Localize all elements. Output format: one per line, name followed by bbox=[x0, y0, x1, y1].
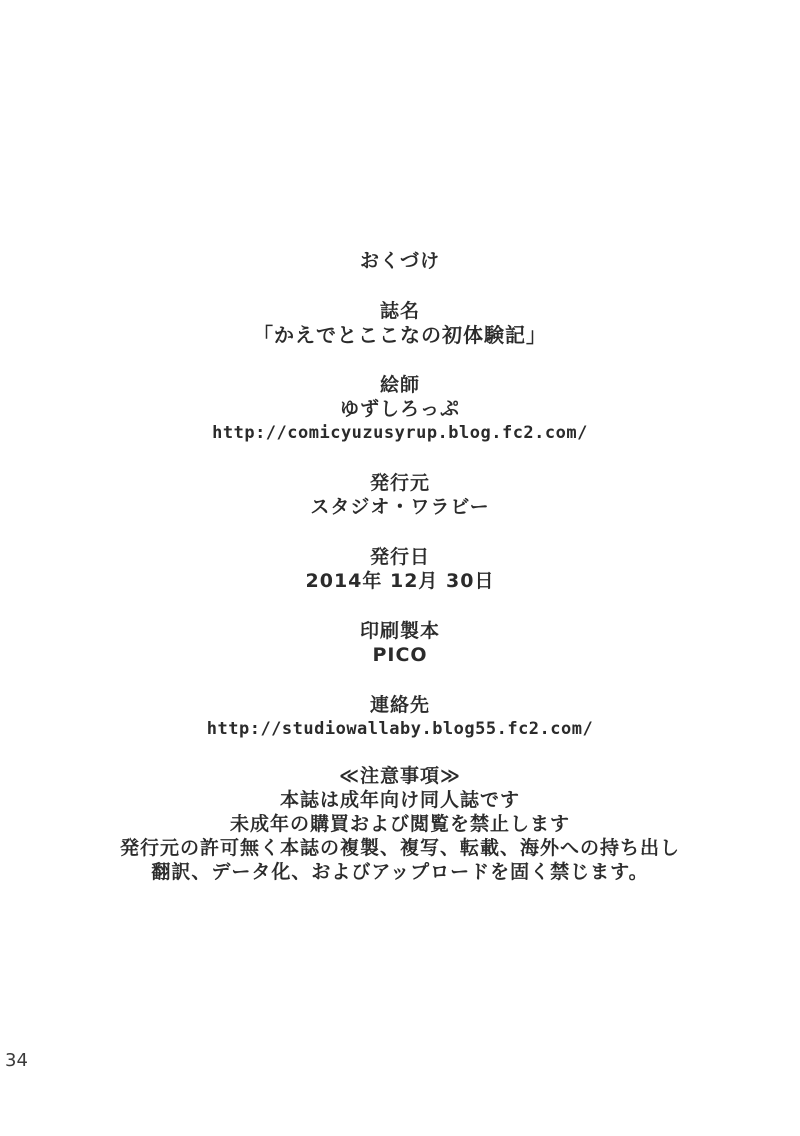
artist-url: http://comicyuzusyrup.blog.fc2.com/ bbox=[212, 423, 588, 443]
section-label-shimei: 誌名 bbox=[379, 300, 420, 322]
page-number: 34 bbox=[5, 1050, 28, 1071]
section-label-renraku: 連絡先 bbox=[369, 694, 430, 716]
section-book-title bbox=[0, 299, 800, 347]
notice-line-4: 翻訳、データ化、およびアップロードを固く禁じます。 bbox=[151, 861, 649, 883]
section-contact bbox=[0, 693, 800, 741]
notice-line-3: 発行元の許可無く本誌の複製、複写、転載、海外への持ち出し bbox=[119, 837, 680, 859]
contact-url: http://studiowallaby.blog55.fc2.com/ bbox=[206, 719, 594, 739]
notice-line-1: 本誌は成年向け同人誌です bbox=[279, 789, 520, 811]
book-title-text: 「かえでとここなの初体験記」 bbox=[253, 323, 547, 347]
section-label-hakkobi: 発行日 bbox=[369, 546, 430, 568]
printer-name: PICO bbox=[372, 644, 428, 666]
colophon bbox=[0, 249, 800, 884]
page-title: おくづけ bbox=[359, 250, 440, 272]
section-label-eshi: 絵師 bbox=[379, 374, 420, 396]
section-label-insatsu: 印刷製本 bbox=[359, 620, 440, 642]
publish-date: 2014年 12月 30日 bbox=[305, 570, 495, 592]
section-publish-date bbox=[0, 545, 800, 593]
artist-name: ゆずしろっぷ bbox=[339, 398, 460, 420]
section-artist bbox=[0, 373, 800, 445]
notice-heading: ≪注意事項≫ bbox=[339, 765, 461, 787]
section-publisher bbox=[0, 471, 800, 519]
notice-line-2: 未成年の購買および閲覧を禁止します bbox=[229, 813, 570, 835]
section-printer bbox=[0, 619, 800, 667]
section-label-hakkomoto: 発行元 bbox=[369, 472, 430, 494]
notice-section bbox=[0, 764, 800, 884]
publisher-name: スタジオ・ワラビー bbox=[310, 496, 490, 518]
